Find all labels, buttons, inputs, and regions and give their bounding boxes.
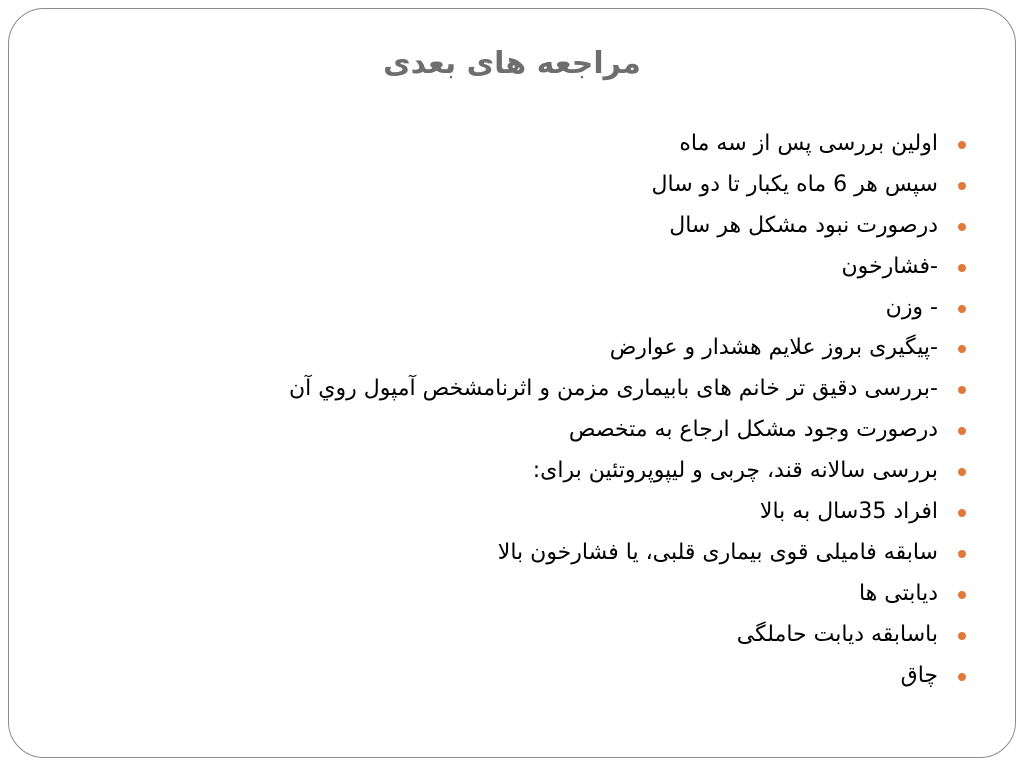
bullet-dot-icon [958,509,966,517]
bullet-text: دیابتی ها [858,580,938,606]
bullet-dot-icon [958,223,966,231]
bullet-item [66,369,966,410]
bullet-text: سپس هر 6 ماه یکبار تا دو سال [651,171,938,197]
bullet-dot-icon [958,182,966,190]
bullet-dot-icon [958,468,966,476]
bullet-dot-icon [958,386,966,394]
bullet-dot-icon [958,550,966,558]
bullet-dot-icon [958,673,966,681]
bullet-text: بررسی سالانه قند، چربی و لیپوپروتئین برای: [532,458,938,484]
bullet-item [66,533,966,574]
bullet-dot-icon [958,345,966,353]
bullet-text: باسابقه دیابت حاملگی [736,621,938,647]
bullet-item [66,615,966,656]
bullet-text: درصورت وجود مشکل ارجاع به متخصص [568,417,938,443]
bullet-text: -پیگیری بروز علایم هشدار و عوارض [609,335,938,361]
bullet-text: اولین بررسی پس از سه ماه [679,131,938,156]
bullet-dot-icon [958,141,966,149]
bullet-dot-icon [958,591,966,599]
bullet-text: -بررسی دقیق تر خانم های بابیماری مزمن و اثرنامشخص آمپول روي آن [289,376,938,402]
bullet-text: سابقه فامیلی قوی بیماری قلبی، یا فشارخون بالا [497,539,938,565]
bullet-list [66,124,966,696]
bullet-item [66,574,966,615]
bullet-item [66,288,966,329]
bullet-item [66,492,966,533]
bullet-item [66,656,966,697]
bullet-item [66,124,966,165]
bullet-text: - وزن [885,294,938,320]
bullet-item [66,328,966,369]
bullet-text: چاق [900,662,938,688]
bullet-item [66,165,966,206]
slide-title: مراجعه های بعدی [383,46,641,81]
bullet-dot-icon [958,305,966,313]
bullet-dot-icon [958,427,966,435]
bullet-text: افراد 35سال به بالا [759,499,938,525]
bullet-item [66,206,966,247]
bullet-text: -فشارخون [841,253,938,279]
bullet-item [66,451,966,492]
bullet-dot-icon [958,632,966,640]
bullet-item [66,410,966,451]
bullet-item [66,247,966,288]
bullet-dot-icon [958,264,966,272]
bullet-text: درصورت نبود مشکل هر سال [669,212,938,238]
